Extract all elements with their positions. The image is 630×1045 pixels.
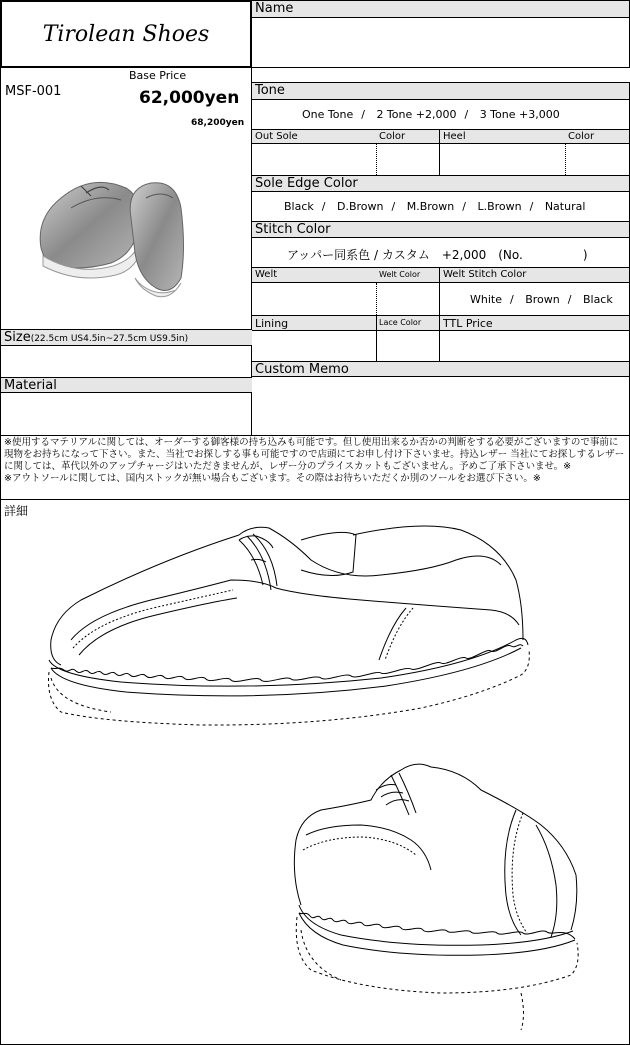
ttl-price-label: TTL Price (440, 316, 629, 331)
product-photo (31, 138, 226, 298)
tone-option-1[interactable]: One Tone (302, 108, 354, 121)
size-section (0, 330, 252, 378)
heel-label: Heel (440, 130, 565, 144)
tone-option-3[interactable]: 3 Tone +3,000 (479, 108, 560, 121)
welt-stitch-color-label: Welt Stitch Color (440, 268, 629, 283)
stitch-color-label: Stitch Color (252, 222, 629, 238)
sole-heel-section (252, 130, 630, 176)
material-section (0, 378, 252, 436)
out-sole-label: Out Sole (252, 130, 376, 144)
welt-stitch-option-2[interactable]: Brown (525, 293, 560, 306)
tone-options: One Tone / 2 Tone +2,000 / 3 Tone +3,000 (302, 108, 560, 121)
brand-title: Tirolean Shoes (42, 21, 210, 47)
detail-label: 詳細 (4, 504, 29, 518)
lining-section (252, 316, 630, 362)
out-sole-color-label: Color (376, 130, 439, 144)
welt-stitch-option-1[interactable]: White (470, 293, 502, 306)
stitch-color-text[interactable]: アッパー同系色 / カスタム +2,000 (No. ) (287, 248, 588, 262)
heel-color-label: Color (565, 130, 629, 144)
sole-edge-option-2[interactable]: D.Brown (336, 200, 384, 213)
sole-edge-option-1[interactable]: Black (284, 200, 314, 213)
detail-section (0, 500, 630, 1045)
tone-option-2[interactable]: 2 Tone +2,000 (376, 108, 457, 121)
name-section (252, 0, 630, 68)
custom-memo-label: Custom Memo (252, 362, 629, 377)
custom-memo-section (252, 362, 630, 436)
tone-label: Tone (252, 83, 629, 100)
sole-edge-section (252, 176, 630, 222)
note-outsole: ※アウトソールに関しては、国内ストックが無い場合もございます。その際はお待ちいただくか別のソールをお選び下さい。※ (4, 473, 541, 484)
size-range: (22.5cm US4.5in~27.5cm US9.5in) (30, 334, 189, 344)
sole-edge-option-3[interactable]: M.Brown (406, 200, 455, 213)
sole-edge-option-4[interactable]: L.Brown (477, 200, 522, 213)
welt-stitch-options: White / Brown / Black (470, 293, 613, 306)
sole-edge-option-5[interactable]: Natural (544, 200, 586, 213)
welt-color-label: Welt Color (376, 268, 439, 283)
notes-section (0, 436, 630, 500)
welt-section (252, 268, 630, 316)
stitch-color-section (252, 222, 630, 268)
shoe-line-drawing-small (281, 755, 601, 1035)
size-label (1, 330, 252, 346)
lining-label: Lining (252, 316, 376, 331)
name-label: Name (252, 1, 629, 18)
welt-stitch-option-3[interactable]: Black (582, 293, 613, 306)
sole-edge-options: Black / D.Brown / M.Brown / L.Brown / Natural (284, 200, 586, 213)
note-material: ※使用するマテリアルに関しては、オーダーする御客様の持ち込みも可能です。但し使用出来るか否かの判断をする必要がございますので事前に現物をお持ちになって下さい。また、当社でお探しする事も可能ですので店頭にてお申し付け下さいませ。持込レザー 当社にてお探しするレザーに関しては、革代以外のアップチャージはいただきませんが、レザー分のプライスカットもございません。予めご了承下さいませ。※ (4, 437, 625, 472)
base-price-label: Base Price (129, 69, 187, 82)
tax-price: 68,200yen (191, 118, 245, 128)
product-code: MSF-001 (5, 84, 62, 99)
base-price: 62,000yen (139, 88, 240, 108)
lace-color-label: Lace Color (376, 316, 439, 331)
product-panel (0, 68, 252, 330)
brand-box (0, 0, 252, 68)
sole-edge-label: Sole Edge Color (252, 176, 629, 192)
welt-label: Welt (252, 268, 376, 283)
size-title: Size (4, 330, 31, 345)
material-label: Material (1, 378, 252, 393)
tone-section (252, 82, 630, 130)
